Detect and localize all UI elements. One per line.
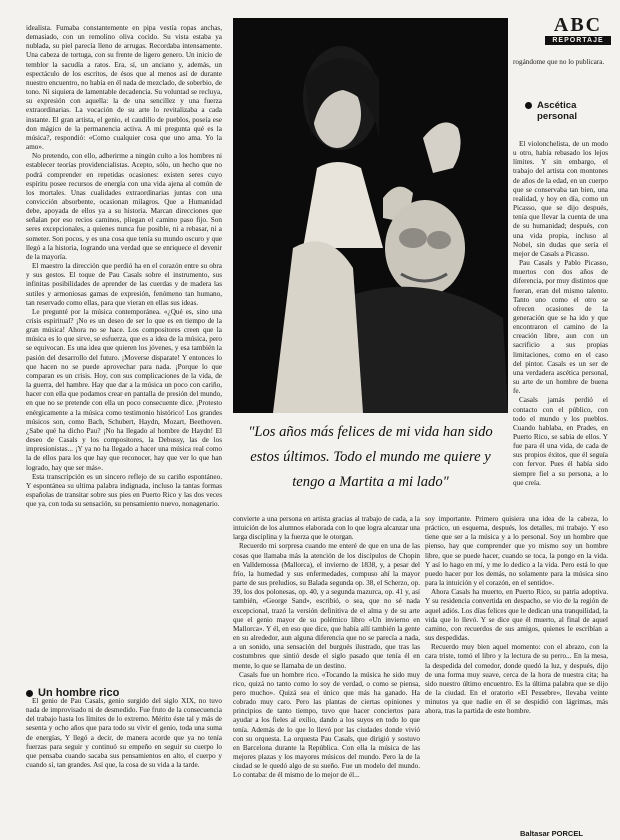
bullet-icon [26, 690, 33, 697]
section-heading-text: Un hombre rico [38, 687, 120, 699]
right-top-paragraph: Casals jamás perdió el contacto con el público, con todo el mundo y los pueblos. Cuando hablaba, en Prades, en Puerto Rico, se sabía de ellos. Y fue para él una vida, de cada de sus propios éxitos, que él seguía con fervor. Pues él había sido siempre fiel a su persona, a lo que creía. [513, 396, 608, 487]
left-paragraph: Esta transcripción es un sincero reflejo de su cariño espontáneo. Y espontánea su ultima palabra indignada, incluso la tantas formas españolas de transitar sobre sus pies en Puerto Rico y las dos veces que ya, con toda su sensación, su pensamiento nuevo, nonagenario. [26, 472, 222, 509]
right-top-column [513, 140, 608, 512]
photo-caption: "Los años más felices de mi vida han sido estos últimos. Todo el mundo me quiere y tengo a Martita a mi lado" [248, 424, 493, 490]
section-label: REPORTAJE [545, 36, 611, 45]
center-paragraph: Recuerdo mi sorpresa cuando me enteré de que en una de las cosas que llamaba más la atención de los discípulos de Chopin en Valldemossa (Mallorca), el invierno de 1838, y, a pesar del frío, la humedad y sus enfermedades, compuso ahí la mayor parte de sus preludios, su Balada segunda op. 38, el Scherzo, op. 39, los dos polonesas, op. 40, y a segunda mazurca, op. 41 y, así también, «George Sand», escribió, o sea, que no sé nada excepcional, trazó la versión definitiva de el alma y de su arte que el genio mayor de su polémico libro «Un invierno en Mallorca». Y él, en eso que dice, que había allí también la gente en su alrededor, aun alguna diferencia que no se parecía a nada, a un sonido, una sensación del burgués ilustrado, que tras las costumbres que sintió desde el siglo pasado que tenía él en mente, lo que se llamaba de un destino. [233, 542, 420, 670]
center-paragraph: Casals fue un hombre rico. «Tocando la música he sido muy rico, quizá no tanto como lo soy de verdad, o como se piensa, pero mucho». Quizá sea el único que más ha ganado. Ha cobrado muy caro. Pero las plantas de ciertas opiniones y principios de tanto tiempo, tuvo que hacer conciertos para ayudar a los fieles al exilio, dando a los suyos en todo lo que tenía. Además de lo que lo llevó por las ciudades donde vivió con su orquesta. La orquesta Pau Casals, que dirigió y sostuvo en Barcelona durante la República. Con ella la música de las mejores plazas y los mayores músicos del mundo. Pero la de la ciudad se le quedó algo de su sueño. Fue un modelo del mundo. Lo contaba: de él mismo de lo mejor de él... [233, 670, 420, 780]
section-heading-line2: personal [537, 111, 577, 122]
right-column [425, 515, 608, 815]
left-paragraph: No pretendo, con ello, adherirme a ningún culto a los hombres ni establecer teorías providencialistas. Acepto, sólo, un hecho que no podrá comprender en repetidas ocasiones: existen seres cuyo espíritu posee recursos de energía con una vida ajena al común de los mortales. Unas cualidades extraordinarias juntas con una convicción absorbente, ocasionan milagros. Que a Humanidad debe, apoyada de ellos ya a su historia. Marcan direcciones que señalan por eso recios caminos, pliegan el camino paso fijo. Son seres excepcionales, a quienes nunca fue posible, ni a rebasar, ni a someter. Son pocos, y es una cosa que tenía su mundo oscuro y que llegó a la historia, logrando una verdad que se enriquece el devenir de la mayoría. [26, 152, 222, 261]
left-bottom-paragraph: El genio de Pau Casals, genio surgido del siglo XIX, no tuvo nada de improvisado ni de desmedido. Fue fruto de la consecuencia del trabajo hasta los límites de lo extremo. Mérito éste tal y más de sesenta y ocho años que para todo su vivir el genio, toda una suma de energías, Y llegó a decir, de manera acorde que ya no tenía fuerzas para seguir y continuó su empeño en seguir su cuerpo lo que pensaba cuando sacaba sus pensamientos en alto, el cuerpo y cuando sí, tan grandes. Así que, la cosa de su vida a la tarde. [26, 697, 222, 770]
left-paragraph: Le pregunté por la música contemporánea. «¿Qué es, sino una crisis espiritual? ¡No es un deseo de ser lo que es en tiempo de la gran música! Ahora no se hace. Los compositores creen que la música es lo que sirve, se esfuerza, que es a idea de la música, pero se equivocan. Es una idea que quieren los jóvenes, y esa también la pasión del desarrollo del futuro. ¡Moverse disparate! Y entonces lo que hacen no se puede aprovechar para nada. ¡Porque lo que comparan es un crisis. Hoy, con sus complicaciones de la vida, de la guerra, del hambre. Hay que dar a la música un poco con cariño, hacer con ella que podamos crear en pantalla de presión del mundo, en que no se pretende con ella un poco consecuente dice. ¡Protesto enérgicamente a la música como testimonio histórico! Los grandes músicos son, como Bach, Schubert, Haydn, Mozart, Beethoven. ¿Sabe qué ha dicho Pau? ¡No ha llegado al hombre de Haydn! El deseo de Casals y los compositores, la Debussy, las de los impresionistas... ¡Y ya no ha llegado a hacer una música real como la de ellos para los que hay que reconocer, hay que ver lo que han logrado, hay que ser más». [26, 307, 222, 472]
masthead [545, 14, 611, 45]
left-bottom-column [26, 697, 222, 827]
section-heading-ascetica [525, 100, 577, 122]
right-paragraph: Ahora Casals ha muerto, en Puerto Rico, su patria adoptiva. Y su residencia convertida en despacho, se vio de la región de aquel adiós. Los días felices que le dedican una tranquilidad, la vida que lo llevó. Y se dice que él muerto, al final de aquel camino, con recuerdos de sus amigos, quienes le escribían a sus despedidas. [425, 588, 608, 643]
right-top-paragraph: Pau Casals y Pablo Picasso, muertos con dos años de diferencia, por muy distintos que fueran, eran del mismo talento. Tanto uno como el otro se ofrecen ocasiones de la generación que se ha ido y que encontraron el camino de la creación libre, aun con un sacrificio a sus propias limitaciones, como en el caso del pintor. Casals es un ser de una verdadera ascética personal, su arte de un hombre de buena fe. [513, 259, 608, 396]
section-heading-line1: Ascética [537, 100, 577, 111]
center-column [233, 515, 420, 825]
center-paragraph: convierte a una persona en artista gracias al trabajo de cada, a la intuición de los alumnos elaborada con lo que logra alcanzar una larga disciplina y la fuerza que le otorgan. [233, 515, 420, 542]
left-column [26, 24, 222, 764]
byline: Baltasar PORCEL [520, 829, 583, 838]
bullet-icon [525, 102, 532, 109]
left-paragraph: El maestro la dirección que perdió ha en el corazón entre su obra y sus gestos. El toque de Pau Casals sobre el instrumento, sus infinitas posibilidades de aprender de las cuerdas y de madera las sutiles y armoniosas gamas de expresión, fenómeno tan humano, tan reservado como ellas, para que vieran en ellas sus ideas. [26, 262, 222, 307]
right-intro-text: rogándome que no lo publicara. [513, 58, 605, 66]
right-intro [513, 58, 608, 88]
right-top-paragraph: El violonchelista, de un modo u otro, había rebasado los lejos límites. Y sin embargo, el trabajo del artista con montones de años de la edad, en un cuerpo que se conservaba tan bien, una realidad, y hoy en día, como un Picasso, que se dijo después, tenía que llevar la cuenta de una de su humanidad; después, con una vida propia, incluso al Nobel, sin dudas que sería el mejor de Casals a Picasso. [513, 140, 608, 258]
photo-illustration [233, 18, 508, 413]
abc-logo: ABC [553, 14, 603, 36]
left-paragraph: idealista. Fumaba constantemente en pipa vestía ropas anchas, demasiado, con un remolino oliva cocido. Su vista estaba ya nublada, su piel parecía lleno de arrugas. Recordaba intensamente. Una cabeza de tortuga, con su frente de ligero genero. Un inicio de temblor la sacudía a ratos. Era, sí, un anciano y, además, un espectáculo de los escritos, de ésos que al menos así de durante nuestro encuentro, no había en él nada de mezclado, de soberbio, de tono. Ni siquiera de lamentable decadencia. Su voluntad se recluya, su expresión con aquella: la de una sencillez y una fuerza extraordinarias. La vocación de su arte lo revitalizaba a cada instante. El gran artista, el genio, el caudillo de pueblos, poseía ese don mágico de la permanencia activa. A mi pregunta qué es la música?, respondió: «Como cualquier cosa que uno ama. Yo la amo». [26, 24, 222, 152]
casals-photo [233, 18, 508, 413]
heading-row [525, 100, 576, 111]
right-paragraph: Recuerdo muy bien aquel momento: con el abrazo, con la cara triste, tomó el libro y la lectura de su perro... En la mesa, la despedida del comedor, donde quedó la luz, y después, dijo de una forma muy suave, cerca de la hora de nuestra cita; ha sido nuestro último encuentro. Es la última palabra que se dijo de la ciudad. En el oratorio «El Pessebre», llevaba veinte minutos ya que nadie en él se despidió con lágrimas, más ahora, tras la partida de este hombre. [425, 643, 608, 716]
right-paragraph: soy importante. Primero quisiera una idea de la cabeza, lo práctico, un esquema, después, los detalles, mi trabajo. Y eso tiene que ser a la música y a lo personal. Soy un hombre que pienso, hay que comprender que yo mismo soy un hombre libre, que se puede hacer, cuando se toca, la pongo en la vida. Y así lo hago en mí, y me lo dedico a la vida. Pero está lo que puedo hacer por los demás, no solamente para la música sino para la intuición y el corazón, en el sentido». [425, 515, 608, 588]
